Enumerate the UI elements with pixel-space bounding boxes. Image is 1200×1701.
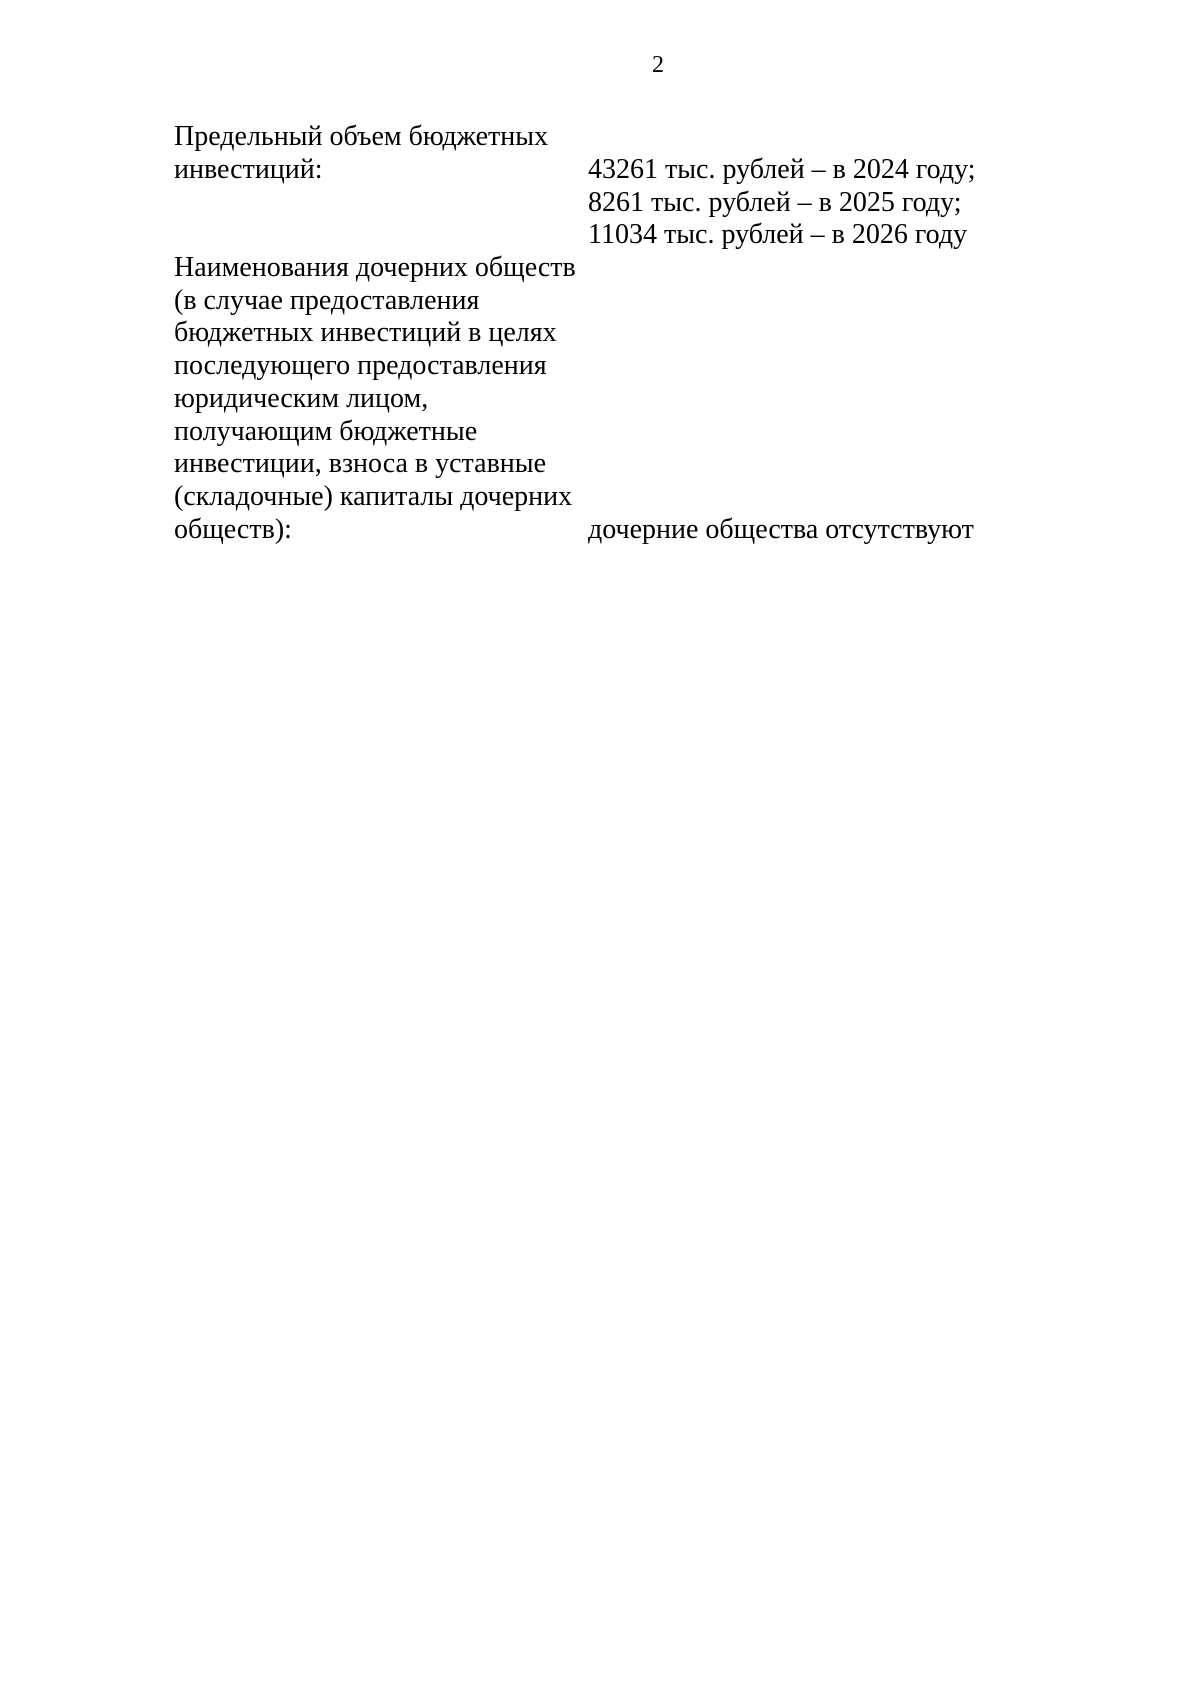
label-line: получающим бюджетные — [174, 415, 478, 447]
value-line-2026: 11034 тыс. рублей – в 2026 году — [588, 219, 968, 251]
budget-investment-limit-values — [588, 154, 976, 252]
label-line: инвестиции, взноса в уставные — [174, 448, 547, 480]
label-line: Предельный объем бюджетных — [174, 121, 549, 152]
label-line: (в случае предоставления — [174, 284, 480, 316]
label-line: юридическим лицом, — [174, 382, 429, 414]
value-line-2025: 8261 тыс. рублей – в 2025 году; — [588, 186, 962, 218]
subsidiary-names-value — [588, 514, 974, 547]
label-line: последующего предоставления — [174, 350, 547, 382]
label-line: бюджетных инвестиций в целях — [174, 317, 557, 349]
value-line: дочерние общества отсутствуют — [588, 514, 974, 545]
page-number: 2 — [652, 52, 664, 78]
budget-investment-limit-label — [174, 121, 548, 186]
label-line: (складочные) капиталы дочерних — [174, 480, 573, 512]
label-line: Наименования дочерних обществ — [174, 252, 576, 283]
subsidiary-names-label — [174, 252, 576, 546]
value-line-2024: 43261 тыс. рублей – в 2024 году; — [588, 154, 976, 185]
label-line: инвестиций: — [174, 153, 323, 185]
label-line: обществ): — [174, 513, 292, 545]
